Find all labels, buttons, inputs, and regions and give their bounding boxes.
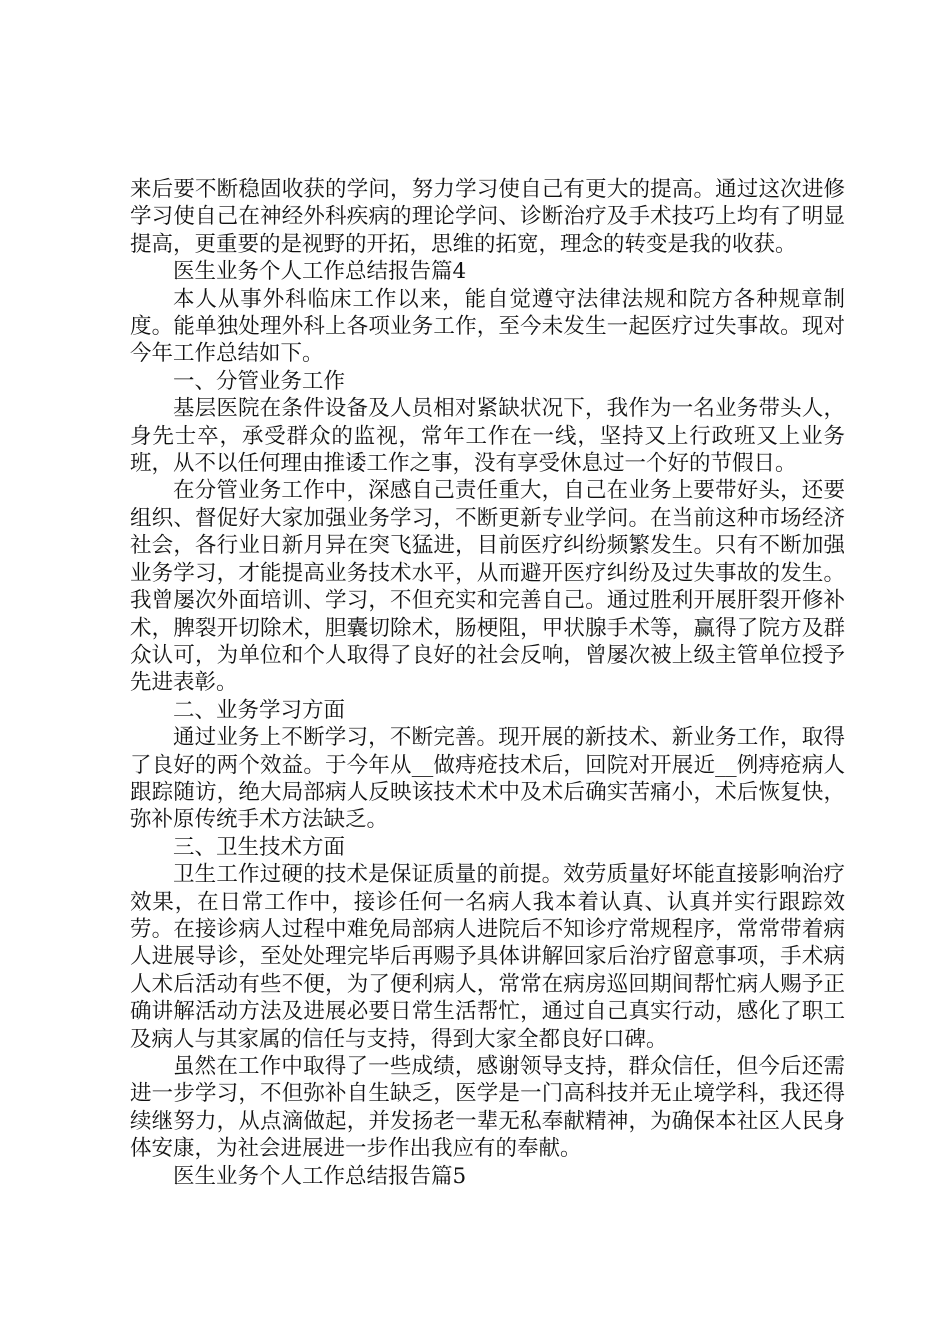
document-body: [130, 176, 845, 1190]
paragraph-business-work: 基层医院在条件设备及人员相对紧缺状况下，我作为一名业务带头人，身先士卒，承受群众的监视，常年工作在一线，坚持又上行政班又上业务班，从不以任何理由推诿工作之事，没有享受休息过一个好的节假日。: [130, 396, 845, 477]
paragraph-business-management: 在分管业务工作中，深感自己责任重大，自己在业务上要带好头，还要组织、督促好大家加强业务学习，不断更新专业学问。在当前这种市场经济社会，各行业日新月异在突飞猛进，目前医疗纠纷频繁发生。只有不断加强业务学习，才能提高业务技术水平，从而避开医疗纠纷及过失事故的发生。我曾屡次外面培训、学习，不但充实和完善自己。通过胜利开展肝裂开修补术，脾裂开切除术，胆囊切除术，肠梗阻，甲状腺手术等，赢得了院方及群众认可，为单位和个人取得了良好的社会反响，曾屡次被上级主管单位授予先进表彰。: [130, 478, 845, 696]
subheading-business-study: 二、业务学习方面: [173, 697, 346, 723]
section-heading-part-5: 医生业务个人工作总结报告篇5: [173, 1163, 467, 1189]
paragraph-intro: 本人从事外科临床工作以来，能自觉遵守法律法规和院方各种规章制度。能单独处理外科上各项业务工作，至今未发生一起医疗过失事故。现对今年工作总结如下。: [130, 286, 845, 367]
paragraph-health-technology: 卫生工作过硬的技术是保证质量的前提。效劳质量好坏能直接影响治疗效果，在日常工作中，接诊任何一名病人我本着认真、认真并实行跟踪效劳。在接诊病人过程中难免局部病人进院后不知诊疗常规程序，常常带着病人进展导诊，至处处理完毕后再赐予具体讲解回家后治疗留意事项，手术病人术后活动有些不便，为了便利病人，常常在病房巡回期间帮忙病人赐予正确讲解活动方法及进展必要日常生活帮忙，通过自己真实行动，感化了职工及病人与其家属的信任与支持，得到大家全都良好口碑。: [130, 862, 845, 1052]
paragraph-conclusion: 虽然在工作中取得了一些成绩，感谢领导支持，群众信任，但今后还需进一步学习，不但弥补自生缺乏，医学是一门高科技并无止境学科，我还得续继努力，从点滴做起，并发扬老一辈无私奉献精神，为确保本社区人民身体安康，为社会进展进一步作出我应有的奉献。: [130, 1054, 845, 1162]
subheading-business-work: 一、分管业务工作: [173, 368, 346, 394]
paragraph-continuation: 来后要不断稳固收获的学问，努力学习使自己有更大的提高。通过这次进修学习使自己在神经外科疾病的理论学问、诊断治疗及手术技巧上均有了明显提高，更重要的是视野的开拓，思维的拓宽，理念的转变是我的收获。: [130, 177, 845, 257]
paragraph-business-study: 通过业务上不断学习，不断完善。现开展的新技术、新业务工作，取得了良好的两个效益。于今年从__做痔疮技术后，回院对开展近__例痔疮病人跟踪随访，绝大局部病人反映该技术术中及术后确实苦痛小，术后恢复快，弥补原传统手术方法缺乏。: [130, 725, 845, 833]
section-heading-part-4: 医生业务个人工作总结报告篇4: [173, 259, 467, 285]
subheading-health-technology: 三、卫生技术方面: [173, 834, 346, 860]
